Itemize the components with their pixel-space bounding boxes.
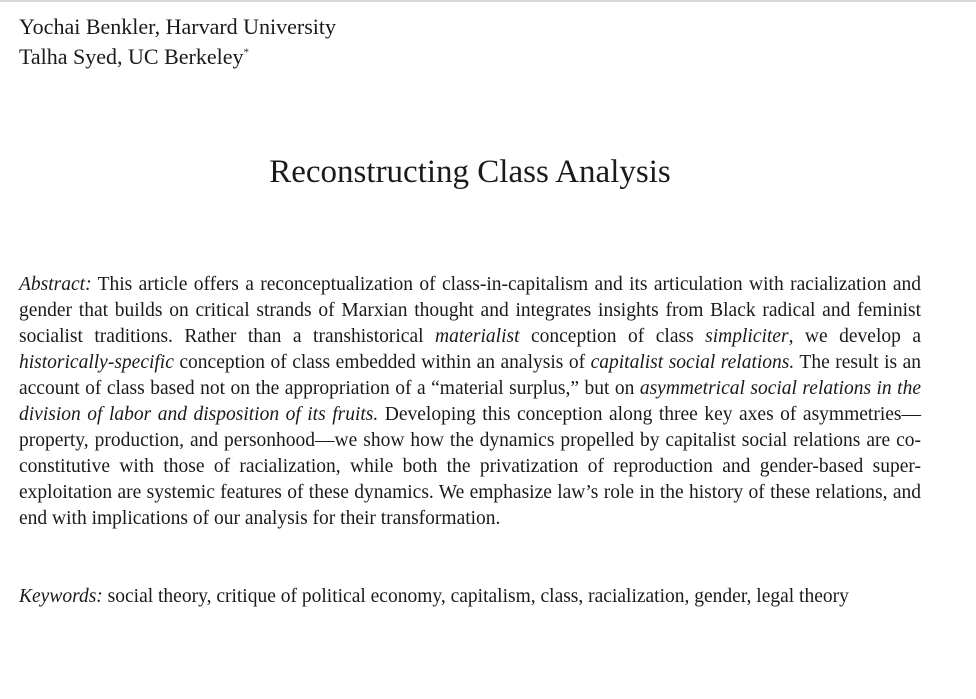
abstract-emphasis: asymmetrical social relations in the division of labor and disposition of its fruits. (19, 378, 921, 425)
author-name: Yochai Benkler, Harvard University (19, 14, 337, 39)
abstract-text: conception of class embedded within an analysis of (173, 352, 591, 373)
abstract-text: The result is an account of class based not on the appropriation of a “material surplus,” but on (19, 352, 922, 399)
footnote-marker: * (243, 46, 250, 59)
abstract-text: , we develop a (788, 326, 921, 347)
abstract-text: This article offers a reconceptualization of class-in-capitalism and its articulation with racialization and gender that builds on critical strands of Marxian thought and integrates insights from Black radical and feminist socialist traditions. Rather than a transhistorical (19, 274, 921, 347)
abstract-emphasis: materialist (435, 326, 520, 347)
author-block (19, 12, 336, 72)
abstract-label: Abstract: (19, 274, 92, 295)
abstract-paragraph (19, 272, 921, 532)
abstract-text: Developing this conception along three key axes of asymmetries—property, production, and personhood—we show how the dynamics propelled by capitalist social relations are co-constitutive with those of racialization, while both the privatization of reproduction and gender-based super-exploitation are systemic features of these dynamics. We emphasize law’s role in the history of these relations, and end with implications of our analysis for their transformation. (19, 404, 921, 529)
abstract-emphasis: simpliciter (705, 326, 789, 347)
author-line-1 (19, 12, 336, 42)
keywords-text: social theory, critique of political economy, capitalism, class, racialization, gender, legal theory (102, 586, 849, 607)
abstract-emphasis: capitalist social relations. (590, 352, 795, 373)
paper-title: Reconstructing Class Analysis (269, 154, 671, 190)
author-line-2 (19, 42, 336, 72)
abstract-text: conception of class (519, 326, 706, 347)
keywords-paragraph (19, 584, 899, 610)
abstract-emphasis: historically-specific (19, 352, 174, 373)
keywords-label: Keywords: (19, 586, 103, 607)
author-name: Talha Syed, UC Berkeley (19, 44, 244, 69)
window-top-border (0, 0, 976, 2)
